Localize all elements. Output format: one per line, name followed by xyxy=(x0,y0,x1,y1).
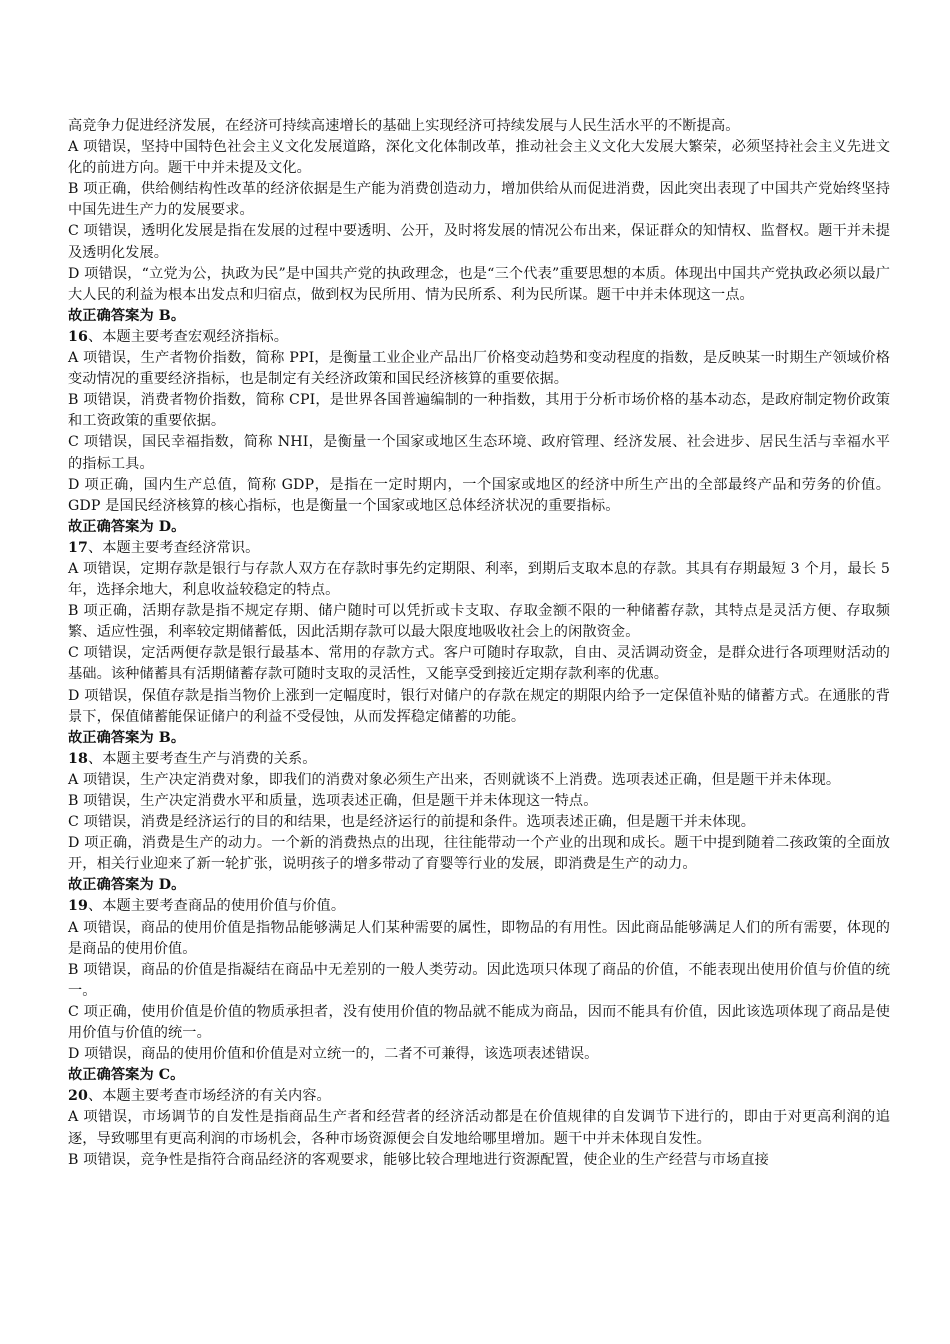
explanation-paragraph: D 项正确，消费是生产的动力。一个新的消费热点的出现，往往能带动一个产业的出现和成长。题干中提到随着二孩政策的全面放开，相关行业迎来了新一轮扩张，说明孩子的增多带动了育婴等行业的发展，即消费是生产的动力。 xyxy=(68,835,890,873)
explanation-paragraph: C 项错误，定活两便存款是银行最基本、常用的存款方式。客户可随时存取款，自由、灵活调动资金，是群众进行各项理财活动的基础。该种储蓄具有活期储蓄存款可随时支取的灵活性，又能享受到接近定期存款利率的优惠。 xyxy=(68,645,890,683)
explanation-paragraph: B 项错误，商品的价值是指凝结在商品中无差别的一般人类劳动。因此选项只体现了商品的价值，不能表现出使用价值与价值的统一。 xyxy=(68,961,890,999)
question-title: 、本题主要考查宏观经济指标。 xyxy=(87,328,288,345)
explanation-paragraph: A 项错误，坚持中国特色社会主义文化发展道路，深化文化体制改革，推动社会主义文化大发展大繁荣，必须坚持社会主义先进文化的前进方向。题干中并未提及文化。 xyxy=(68,139,890,177)
explanation-paragraph: C 项正确，使用价值是价值的物质承担者，没有使用价值的物品就不能成为商品，因而不能具有价值，因此该选项体现了商品是使用价值与价值的统一。 xyxy=(68,1003,890,1042)
question-heading xyxy=(68,538,890,559)
question-number: 17 xyxy=(68,539,88,556)
explanation-paragraph: D 项错误，“立党为公，执政为民”是中国共产党的执政理念，也是“三个代表”重要思想的本质。体现出中国共产党执政必须以最广大人民的利益为根本出发点和归宿点，做到权为民所用、情为民所系、利为民所谋。题干中并未体现这一点。 xyxy=(68,265,890,303)
question-heading xyxy=(68,896,890,917)
question-title: 、本题主要考查商品的使用价值与价值。 xyxy=(87,898,346,915)
answer-line: 故正确答案为 D。 xyxy=(68,877,186,894)
explanation-paragraph: A 项错误，定期存款是银行与存款人双方在存款时事先约定期限、利率，到期后支取本息的存款。其具有存期最短 3 个月，最长 5 年，选择余地大，利息收益较稳定的特点。 xyxy=(68,560,890,599)
explanation-paragraph: 高竞争力促进经济发展，在经济可持续高速增长的基础上实现经济可持续发展与人民生活水平的不断提高。 xyxy=(68,118,740,134)
explanation-paragraph: C 项错误，消费是经济运行的目的和结果，也是经济运行的前提和条件。选项表述正确，但是题干并未体现。 xyxy=(68,814,756,831)
question-title: 、本题主要考查市场经济的有关内容。 xyxy=(87,1088,331,1105)
question-heading xyxy=(68,1086,890,1107)
explanation-paragraph: D 项正确，国内生产总值，简称 GDP，是指在一定时期内，一个国家或地区的经济中所生产出的全部最终产品和劳务的价值。GDP 是国民经济核算的核心指标，也是衡量一个国家或地区总体经济状况的重要指标。 xyxy=(68,476,890,514)
explanation-paragraph: A 项错误，生产决定消费对象，即我们的消费对象必须生产出来，否则就谈不上消费。选项表述正确，但是题干并未体现。 xyxy=(68,771,841,788)
explanation-paragraph: B 项正确，供给侧结构性改革的经济依据是生产能为消费创造动力，增加供给从而促进消费，因此突出表现了中国共产党始终坚持中国先进生产力的发展要求。 xyxy=(68,181,890,219)
explanation-paragraph: A 项错误，商品的使用价值是指物品能够满足人们某种需要的属性，即物品的有用性。因此商品能够满足人们的所有需要，体现的是商品的使用价值。 xyxy=(68,919,890,957)
answer-line: 故正确答案为 C。 xyxy=(68,1067,185,1084)
question-heading xyxy=(68,749,890,770)
explanation-paragraph: D 项错误，商品的使用价值和价值是对立统一的，二者不可兼得，该选项表述错误。 xyxy=(68,1046,599,1063)
explanation-paragraph: B 项正确，活期存款是指不规定存期、储户随时可以凭折或卡支取、存取金额不限的一种储蓄存款，其特点是灵活方便、存取频繁、适应性强，利率较定期储蓄低，因此活期存款可以最大限度地吸收社会上的闲散资金。 xyxy=(68,603,890,641)
explanation-paragraph: B 项错误，消费者物价指数，简称 CPI，是世界各国普遍编制的一种指数，其用于分析市场价格的基本动态，是政府制定物价政策和工资政策的重要依据。 xyxy=(68,392,890,430)
explanation-paragraph: B 项错误，生产决定消费水平和质量，选项表述正确，但是题干并未体现这一特点。 xyxy=(68,793,598,809)
question-number: 16 xyxy=(68,328,88,345)
question-title: 、本题主要考查生产与消费的关系。 xyxy=(87,750,317,767)
question-heading xyxy=(68,327,890,348)
explanation-paragraph: B 项错误，竞争性是指符合商品经济的客观要求，能够比较合理地进行资源配置，使企业的生产经营与市场直接 xyxy=(68,1151,769,1168)
explanation-paragraph: D 项错误，保值存款是指当物价上涨到一定幅度时，银行对储户的存款在规定的期限内给予一定保值补贴的储蓄方式。在通胀的背景下，保值储蓄能保证储户的利益不受侵蚀，从而发挥稳定储蓄的功能。 xyxy=(68,687,890,725)
question-title: 、本题主要考查经济常识。 xyxy=(87,539,260,556)
question-number: 18 xyxy=(68,750,88,767)
explanation-paragraph: C 项错误，国民幸福指数，简称 NHI，是衡量一个国家或地区生态环境、政府管理、经济发展、社会进步、居民生活与幸福水平的指标工具。 xyxy=(68,434,890,472)
question-number: 20 xyxy=(68,1088,88,1105)
answer-line: 故正确答案为 B。 xyxy=(68,729,186,746)
answer-line: 故正确答案为 D。 xyxy=(68,518,186,535)
answer-line: 故正确答案为 B。 xyxy=(68,307,186,324)
explanation-paragraph: A 项错误，生产者物价指数，简称 PPI，是衡量工业企业产品出厂价格变动趋势和变动程度的指数，是反映某一时期生产领域价格变动情况的重要经济指标，也是制定有关经济政策和国民经济核算的重要依据。 xyxy=(68,350,890,388)
question-number: 19 xyxy=(68,898,88,915)
explanation-paragraph: A 项错误，市场调节的自发性是指商品生产者和经营者的经济活动都是在价值规律的自发调节下进行的，即由于对更高利润的追逐，导致哪里有更高利润的市场机会，各种市场资源便会自发地给哪里增加。题干中并未体现自发性。 xyxy=(68,1109,890,1147)
explanation-paragraph: C 项错误，透明化发展是指在发展的过程中要透明、公开，及时将发展的情况公布出来，保证群众的知情权、监督权。题干并未提及透明化发展。 xyxy=(68,223,890,261)
